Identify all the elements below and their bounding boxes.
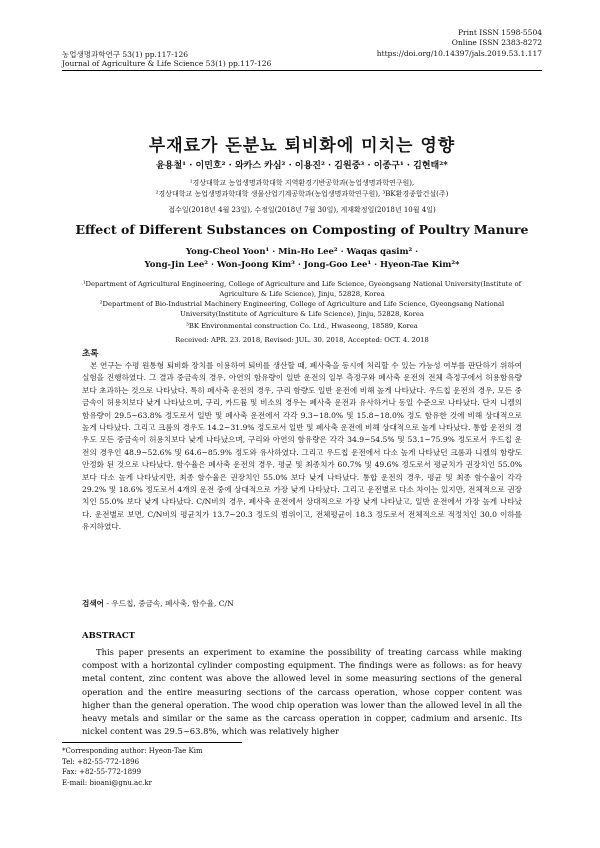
korean-abstract-body: 본 연구는 수평 원통형 퇴비화 장치를 이용하여 퇴비를 생산할 때, 폐사축을 동시에 처리할 수 있는 가능성 여부를 판단하기 위하여 실험을 진행하였다. 그 결과 중금속의 경우, 아연의 함유량이 일반 운전의 일부 측정구와 폐사축 운전의 전체 측정구에서 허용함유량 보다 초과하는 것으로 나타났다. 특히 폐사축 운전의 경우, 구리 함량도 일반 운전에 비해 높게 나타났다. 우드칩 운전의 경우, 모든 중금속이 허용치보다 낮게 나타났으며, 구리, 카드뮴 및 비소의 경우는 폐사축 운전과 유사하거나 동일 수준으로 나타났다. 단지 니켈의 함유량이 29.5~63.8% 정도로서 일반 및 폐사축 운전에서 각각 9.3~18.0% 및 15.8~18.0% 정도 함유한 것에 비해 상대적으로 높게 나타났다. 그리고 크롬의 경우도 14.2~31.9% 정도로서 일반 및 폐사축 운전에 비해 상대적으로 높게 나타났다. 통합 운전의 경우도 모든 중금속이 허용치보다 낮게 나타났으며, 구리와 아연의 함유량은 각각 34.9~54.5% 및 53.1~75.9% 정도로서 우드칩 운전의 경우인 48.9~52.6% 및 64.6~85.9% 정도와 유사하였다. 그리고 우드칩 운전에서 다소 높게 나타났던 크롬과 니켈의 함량도 안정화 된 것으로 나타났다. 함수율은 폐사축 운전의 경우, 평균 및 최종치가 60.7% 및 49.6% 정도로서 평균치가 권장치인 55.0% 보다 다소 높게 나타났지만, 최종 함수율은 권장치인 55.0% 보다 낮게 나타났다. 통합 운전의 경우, 평균 및 최종 함수율이 각각 29.2% 및 18.6% 정도로서 4개의 운전 중에 상대적으로 가장 낮게 나타났다. 그리고 운전별로 다소 차이는 있지만, 전체적으로 권장치인 55.0% 보다 낮게 나타났다. C/N비의 경우, 폐사축 운전에서 상대적으로 가장 낮게 나타났고, 일반 운전에서 가장 높게 나타났다. 운전별로 보면, C/N비의 평균치가 13.7~20.3 정도의 범위이고, 전체평균이 18.3 정도로서 전체적으로 적정치인 30.0 이하를 유지하였다. bbox=[82, 361, 522, 532]
english-title: Effect of Different Substances on Composting of Poultry Manure bbox=[75, 222, 529, 237]
abstract-heading: ABSTRACT bbox=[82, 631, 135, 641]
korean-dates: 접수일(2018년 4월 23일), 수정일(2018년 7월 30일), 게재확정일(2018년 10월 4일) bbox=[168, 206, 436, 214]
english-authors bbox=[62, 246, 542, 272]
keywords-label: 검색어 bbox=[82, 599, 105, 608]
doi-link[interactable]: https://doi.org/10.14397/jals.2019.53.1.117 bbox=[376, 49, 542, 58]
korean-abstract-heading: 초록 bbox=[82, 349, 99, 359]
fax: Fax: +82-55-772-1899 bbox=[62, 768, 142, 776]
korean-affiliation-1: ¹경상대학교 농업생명과학대학 지역환경기반공학과(농업생명과학연구원), bbox=[189, 179, 415, 187]
english-affiliation-2: ²Department of Bio-Industrial Machinery Engineering, College of Agriculture and Life Science, Gyeongsang National University(Institute of Agriculture & Life Science), Jinju, 52828, Korea bbox=[99, 300, 505, 318]
english-affiliation-3: ³BK Environmental construction Co. Ltd., Hwaseong, 18589, Korea bbox=[186, 322, 418, 330]
header-rule bbox=[62, 70, 542, 71]
english-affiliation-1: ¹Department of Agricultural Engineering, College of Agriculture and Life Science, Gyeongsang National University(Institute of Agriculture & Life Science), Jinju, 52828, Korea bbox=[82, 280, 522, 298]
print-issn: Print ISSN 1598-5504 bbox=[457, 28, 542, 37]
korean-journal-ref: 농업생명과학연구 53(1) pp.117-126 bbox=[62, 50, 189, 59]
english-journal-ref: Journal of Agriculture & Life Science 53(1) pp.117-126 bbox=[62, 59, 272, 68]
korean-authors: 윤용철¹ · 이민호² · 와카스 카심² · 이용진² · 김원중³ · 이종구¹ · 김현태²* bbox=[156, 161, 448, 171]
abstract-body: This paper presents an experiment to examine the possibility of treating carcass while making compost with a horizontal cylinder composting equipment. The findings were as follows: as for heavy metal content, zinc content was above the allowed level in some measuring sections of the general operation and the entire measuring sections of the carcass operation, whose copper content was higher than the general operation. The wood chip operation was lower than the allowed level in all the heavy metals and similar or the same as the carcass operation in copper, cadmium and arsenic. Its nickel content was 29.5~63.8%, which was relatively higher bbox=[82, 647, 522, 737]
telephone: Tel: +82-55-772-1896 bbox=[62, 757, 140, 766]
issn-block bbox=[452, 28, 542, 48]
footnote-block bbox=[62, 746, 203, 788]
korean-title: 부재료가 돈분뇨 퇴비화에 미치는 영향 bbox=[148, 136, 456, 156]
keywords-list: - 우드칩, 중금속, 폐사축, 함수율, C/N bbox=[104, 599, 234, 608]
keywords-line bbox=[82, 598, 234, 609]
footnote-rule bbox=[62, 742, 242, 743]
corresponding-author: *Corresponding author: Hyeon-Tae Kim bbox=[62, 747, 203, 755]
english-authors-line-1: Yong-Cheol Yoon¹ · Min-Ho Lee² · Waqas qasim² · bbox=[185, 247, 419, 257]
korean-affiliation-2: ²경상대학교 농업생명과학대학 생물산업기계공학과(농업생명과학연구원), ³BK환경종합건설(주) bbox=[155, 190, 449, 198]
english-authors-line-2: Yong-Jin Lee² · Won-Joong Kim³ · Jong-Goo Lee¹ · Hyeon-Tae Kim²* bbox=[144, 260, 460, 270]
email[interactable]: E-mail: bioani@gnu.ac.kr bbox=[62, 778, 152, 787]
online-issn: Online ISSN 2383-8272 bbox=[451, 38, 542, 47]
english-dates: Received: APR. 23. 2018, Revised: JUL. 30. 2018, Accepted: OCT. 4. 2018 bbox=[175, 336, 429, 344]
